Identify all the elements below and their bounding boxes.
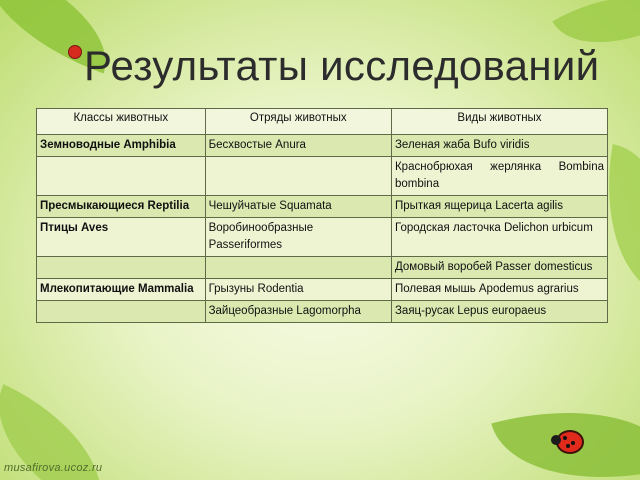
order-cell: Чешуйчатые Squamata	[205, 196, 391, 218]
table-row	[37, 157, 608, 196]
order-cell: Грызуны Rodentia	[205, 279, 391, 301]
table-row	[37, 135, 608, 157]
table-header-row	[37, 109, 608, 135]
results-table	[36, 108, 608, 323]
species-cell: Полевая мышь Apodemus agrarius	[391, 279, 607, 301]
species-cell: Зеленая жаба Bufo viridis	[391, 135, 607, 157]
ladybug-icon	[68, 45, 82, 59]
site-watermark: musafirova.ucoz.ru	[4, 462, 103, 474]
header-classes: Классы животных	[37, 109, 206, 135]
order-cell: Зайцеобразные Lagomorpha	[205, 301, 391, 323]
species-cell: Заяц-русак Lepus europaeus	[391, 301, 607, 323]
class-cell: Земноводные Amphibia	[37, 135, 206, 157]
table-row	[37, 218, 608, 257]
class-cell	[37, 257, 206, 279]
ladybug-spot	[563, 436, 567, 440]
class-cell: Пресмыкающиеся Reptilia	[37, 196, 206, 218]
table-row	[37, 301, 608, 323]
ladybug-icon	[556, 430, 584, 454]
species-cell: Прыткая ящерица Lacerta agilis	[391, 196, 607, 218]
species-cell: Краснобрюхая жерлянка Bombina bombina	[391, 157, 607, 196]
ladybug-spot	[566, 444, 570, 448]
class-cell: Млекопитающие Mammalia	[37, 279, 206, 301]
class-cell: Птицы Aves	[37, 218, 206, 257]
class-cell	[37, 157, 206, 196]
table-row	[37, 196, 608, 218]
table-row	[37, 279, 608, 301]
slide-title: Результаты исследований	[84, 42, 600, 89]
class-cell	[37, 301, 206, 323]
species-cell: Городская ласточка Delichon urbicum	[391, 218, 607, 257]
header-orders: Отряды животных	[205, 109, 391, 135]
order-cell	[205, 157, 391, 196]
order-cell: Воробинообразные Passeriformes	[205, 218, 391, 257]
table-row	[37, 257, 608, 279]
ladybug-spot	[571, 441, 575, 445]
title-block	[68, 34, 599, 98]
header-species: Виды животных	[391, 109, 607, 135]
order-cell	[205, 257, 391, 279]
species-cell: Домовый воробей Passer domesticus	[391, 257, 607, 279]
order-cell: Бесхвостые Anura	[205, 135, 391, 157]
